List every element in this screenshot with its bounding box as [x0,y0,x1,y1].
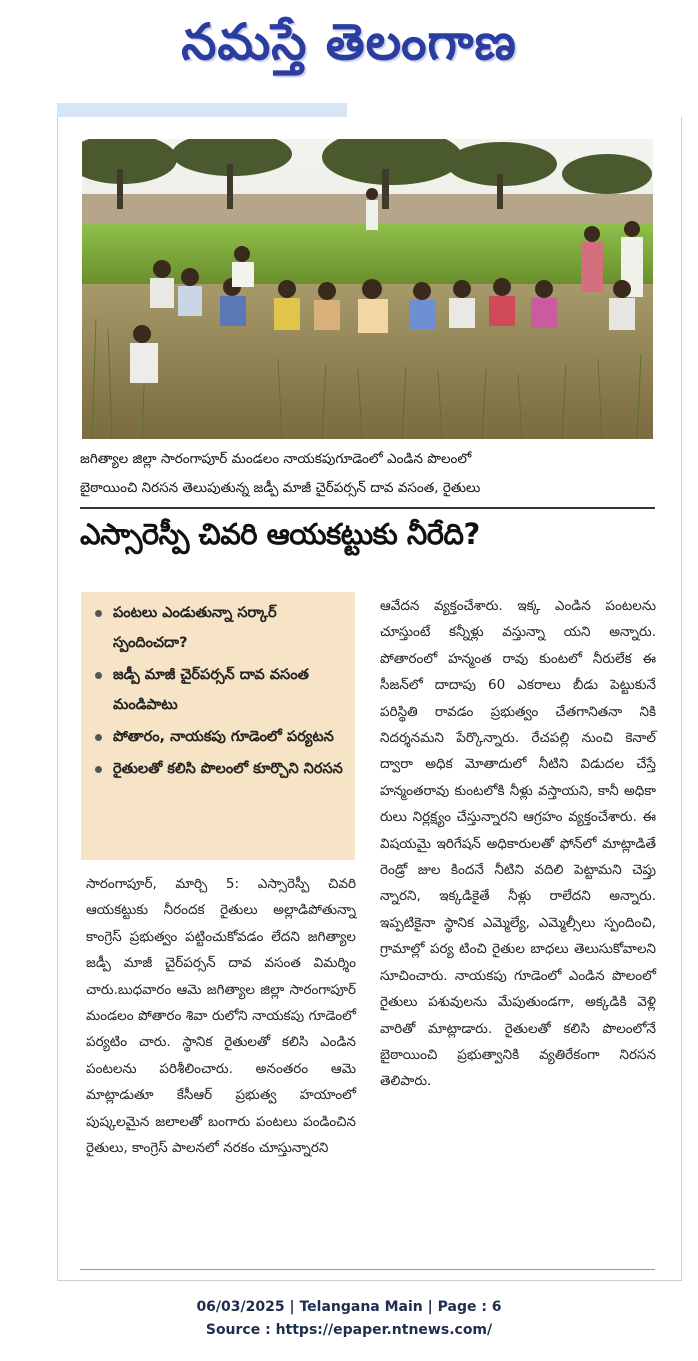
bullet-icon [95,672,102,679]
news-clipping [57,117,682,1281]
highlights-box [81,592,355,860]
highlight-item: జడ్పీ మాజీ చైర్‌పర్సన్ దావ వసంత మండిపాటు [95,660,345,720]
footer-source-link[interactable]: Source : https://epaper.ntnews.com/ [205,1322,493,1338]
highlight-item: రైతులతో కలిసి పొలంలో కూర్చొని నిరసన [95,754,345,784]
bullet-icon [95,734,102,741]
footer-date-page: 06/03/2025 | Telangana Main | Page : 6 [196,1299,502,1315]
masthead [0,0,698,95]
highlight-item: పోతారం, నాయకపు గూడెంలో పర్యటన [95,722,345,752]
field-photo-icon [82,139,653,439]
article-body-left: సారంగాపూర్, మార్చి 5: ఎస్సారెస్పీ చివరి ఆయకట్టుకు నీరందక రైతులు అల్లాడిపోతున్నా కాంగ్రెస్ ప్రభుత్వం పట్టించుకోవడం లేదని జగిత్యాల జడ్పీ మాజీ చైర్‌పర్సన్ దావ వసంత విమర్శిం చారు.బుధవారం ఆమె జగిత్యాల జిల్లా సారంగాపూర్ మండలం పోతారం శివా రులోని నాయకపు గూడెంలో పర్యటిం చారు. స్థానిక రైతులతో కలిసి ఎండిన పంటలను పరిశీలించారు. అనంతరం ఆమె మాట్లాడుతూ కేసీఆర్ ప్రభుత్వ హయాంలో పుష్కలమైన జలాలతో బంగారు పంటలు పండించిన రైతులు, కాంగ్రెస్ పాలనలో నరకం చూస్తున్నారని [86,876,356,1157]
highlight-item: పంటలు ఎండుతున్నా సర్కార్ స్పందించదా? [95,598,345,658]
photo-caption [80,445,660,503]
footer [0,1296,698,1342]
divider-top [80,507,655,509]
header-accent-bar [57,103,347,117]
bullet-icon [95,766,102,773]
bullet-icon [95,610,102,617]
article-headline: ఎస్సారెస్పీ చివరి ఆయకట్టుకు నీరేది? [80,517,480,551]
newspaper-title: నమస్తే తెలంగాణ [181,11,517,71]
caption-line-2: బైఠాయించి నిరసన తెలుపుతున్న జడ్పీ మాజీ చైర్‌పర్సన్ దావ వసంత, రైతులు [80,480,481,496]
caption-line-1: జగిత్యాల జిల్లా సారంగాపూర్ మండలం నాయకపుగూడెంలో ఎండిన పొలంలో [80,451,472,467]
field-photo [82,139,653,439]
divider-bottom [80,1269,655,1270]
article-body-right: ఆవేదన వ్యక్తంచేశారు. ఇక్క ఎండిన పంటలను చూస్తుంటే కన్నీళ్లు వస్తున్నా యని అన్నారు. పోతారంలో హన్మంత రావు కుంటలో నీరులేక ఈ సీజన్‌లో దాదాపు 60 ఎకరాలు బీడు పెట్టుకునే పరిస్థితి రావడం ప్రభుత్వం చేతగానితనా నికి నిదర్శనమని పేర్కొన్నారు. రేచపల్లి నుంచి కెనాల్ ద్వారా అధిక మోతాదులో నీటిని విడుదల చేస్తే హన్మంతరావు కుంటలోకి నీళ్లు వస్తాయని, కానీ అధికా రులు నిర్లక్ష్యం చేస్తున్నారని ఆగ్రహం వ్యక్తంచేశారు. ఈ విషయమై ఇరిగేషన్ అధికారులతో ఫోన్‌లో మాట్లాడితే రెండ్రో జుల కిందనే నీటిని వదిలి పెట్టామని చెప్తు న్నారని, ఇక్కడికైతే నీళ్లు రాలేదని అన్నారు. ఇప్పటికైనా స్థానిక ఎమ్మెల్యే, ఎమ్మెల్సీలు స్పందించి, గ్రామాల్లో పర్య టించి రైతుల బాధలు తెలుసుకోవాలని సూచించారు. నాయకపు గూడెంలో ఎండిన పొలంలో రైతులు పశువులను మేపుతుండగా, అక్కడికి వెళ్లి వారితో మాట్లాడారు. రైతులతో కలిసి పొలంలోనే బైఠాయించి ప్రభుత్వానికి వ్యతిరేకంగా నిరసన తెలిపారు. [380,598,656,1090]
